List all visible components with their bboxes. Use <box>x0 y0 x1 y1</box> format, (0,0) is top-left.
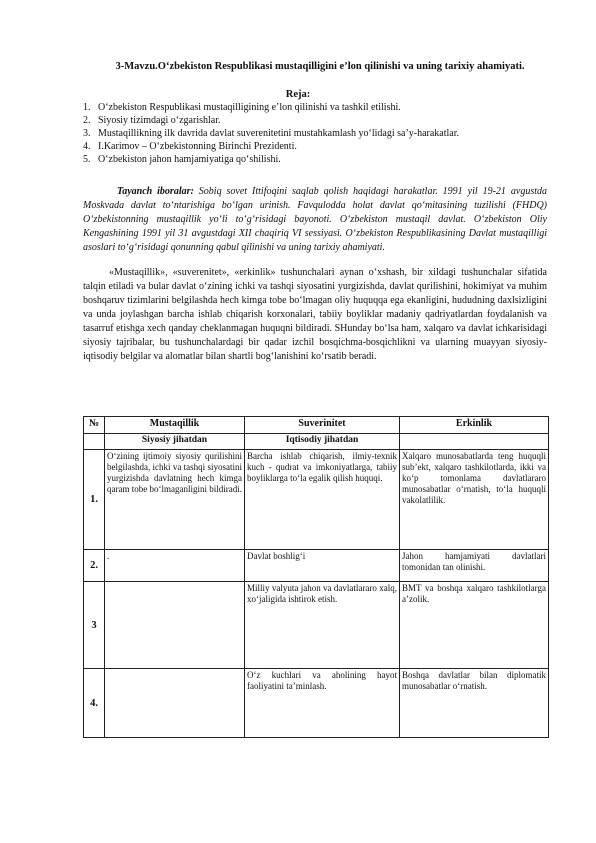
table-row <box>84 550 549 582</box>
row-number: 1. <box>84 450 105 550</box>
subheader-cell <box>400 434 549 450</box>
table-header-row <box>84 417 549 434</box>
column-header-number: № <box>84 417 105 434</box>
column-header-mustaqillik: Mustaqillik <box>105 417 245 434</box>
body-paragraph-text: «Mustaqillik», «suverenitet», «erkinlik» tushunchalari aynan o‘xshash, bir xildagi tushunchalar sifatida talqin etiladi va bular davlat o‘zining ichki va tashqi siyosatini yurgizishda, davlat qurilishini, hokimiyat va muhim boshqaruv tizimlarini belgilashda hech kimga tobe bo‘lmagan oliy huquqqa ega ekanligini, hududning daxlsizligini va unda joylashgan barcha ishlab chiqarish korxonalari, tabiiy boyliklar madaniy qadriyatlardan foydalanish va tasarruf etishga xech qanday cheklanmagan huquqni bildiradi. SHunday bo‘lsa ham, xalqaro va davlat ichkarisidagi siyosiy tajribalar, bu tushunchalardagi bir qadar izchil bosqichma-bosqichlikni va ularning muayyan siyosiy-iqtisodiy belgilar va alomatlar bilan shartli bog‘lanishini ko‘rsatib beradi. <box>83 267 547 362</box>
cell-mustaqillik: O‘zining ijtimoiy siyosiy qurilishini belgilashda, ichki va tashqi siyosatini yurgizishda davlatning hech kimga qaram tobe bo‘lmaganligini bildiradi. <box>105 450 245 550</box>
plan-list <box>83 101 459 166</box>
key-terms-text: Sobiq sovet Ittifoqini saqlab qolish haqidagi harakatlar. 1991 yil 19-21 avgustda Moskvada davlat to‘ntarishiga bo‘lgan urinish. Favqulodda holat davlat qo‘mitasining tuzilishi (FHDQ) O‘zbekistonning mustaqillik yo‘li to‘g‘risidagi bayonoti. O‘zbekiston mustaqil davlat. O‘zbekiston Oliy Kengashining 1991 yil 31 avgustdagi XII chaqiriq VI sessiyasi. O‘zbekiston Respublikasining Davlat mustaqilligi asoslari to‘g‘risidagi qonunning qabul qilinishi va uning tarixiy ahamiyati. <box>83 186 547 253</box>
plan-item <box>83 114 459 127</box>
comparison-table <box>83 416 549 738</box>
body-paragraph <box>83 266 547 364</box>
plan-item-number: 2. <box>83 115 91 126</box>
plan-item <box>83 140 459 153</box>
plan-item-text: O‘zbekiston Respublikasi mustaqilligining e’lon qilinishi va tashkil etilishi. <box>98 102 401 113</box>
column-header-erkinlik: Erkinlik <box>400 417 549 434</box>
plan-item-text: O‘zbekiston jahon hamjamiyatiga qo‘shilishi. <box>98 154 281 165</box>
cell-suverinitet: Milliy valyuta jahon va davlatlararo xalq, xo‘jaligida ishtirok etish. <box>245 582 400 669</box>
cell-erkinlik: Boshqa davlatlar bilan diplomatik munosabatlar o‘rnatish. <box>400 669 549 738</box>
key-terms-label: Tayanch iboralar: <box>117 186 194 197</box>
table-subheader-row <box>84 434 549 450</box>
subheader-iqtisodiy: Iqtisodiy jihatdan <box>245 434 400 450</box>
plan-item-number: 4. <box>83 141 91 152</box>
table-row <box>84 582 549 669</box>
plan-item-number: 5. <box>83 154 91 165</box>
page-title: 3-Mavzu.O‘zbekiston Respublikasi mustaqilligini e’lon qilinishi va uning tarixiy ahamiyati. <box>115 61 525 72</box>
table-row <box>84 669 549 738</box>
cell-suverinitet: Davlat boshlig‘i <box>245 550 400 582</box>
cell-erkinlik: Jahon hamjamiyati davlatlari tomonidan tan olinishi. <box>400 550 549 582</box>
row-number: 4. <box>84 669 105 738</box>
cell-erkinlik: Xalqaro munosabatlarda teng huquqli sub’ekt, xalqaro tashkilotlarda, ikki va ko‘p tomonlama davlatlararo munosabatlar o‘rnatish, to‘la huquqli vakolatlilik. <box>400 450 549 550</box>
cell-mustaqillik <box>105 669 245 738</box>
row-number: 3 <box>84 582 105 669</box>
cell-suverinitet: O‘z kuchlari va aholining hayot faoliyatini ta’minlash. <box>245 669 400 738</box>
plan-item <box>83 127 459 140</box>
key-terms-paragraph <box>83 185 547 255</box>
subheader-cell <box>84 434 105 450</box>
column-header-suverinitet: Suverinitet <box>245 417 400 434</box>
plan-item-text: I.Karimov – O‘zbekistonning Birinchi Prezidenti. <box>98 141 297 152</box>
cell-mustaqillik: . <box>105 550 245 582</box>
table-row <box>84 450 549 550</box>
cell-erkinlik: BMT va boshqa xalqaro tashkilotlarga a’zolik. <box>400 582 549 669</box>
plan-item-number: 3. <box>83 128 91 139</box>
row-number: 2. <box>84 550 105 582</box>
plan-item <box>83 153 459 166</box>
plan-item-text: Mustaqillikning ilk davrida davlat suverenitetini mustahkamlash yo‘lidagi sa’y-harakatlar. <box>98 128 460 139</box>
plan-item-number: 1. <box>83 102 91 113</box>
plan-item <box>83 101 459 114</box>
plan-item-text: Siyosiy tizimdagi o‘zgarishlar. <box>98 115 221 126</box>
cell-suverinitet: Barcha ishlab chiqarish, ilmiy-texnik kuch - qudrat va imkoniyatlarga, tabiiy boyliklarga to‘la egalik qilish huquqi. <box>245 450 400 550</box>
cell-mustaqillik <box>105 582 245 669</box>
plan-heading: Reja: <box>285 89 311 100</box>
subheader-siyosiy: Siyosiy jihatdan <box>105 434 245 450</box>
